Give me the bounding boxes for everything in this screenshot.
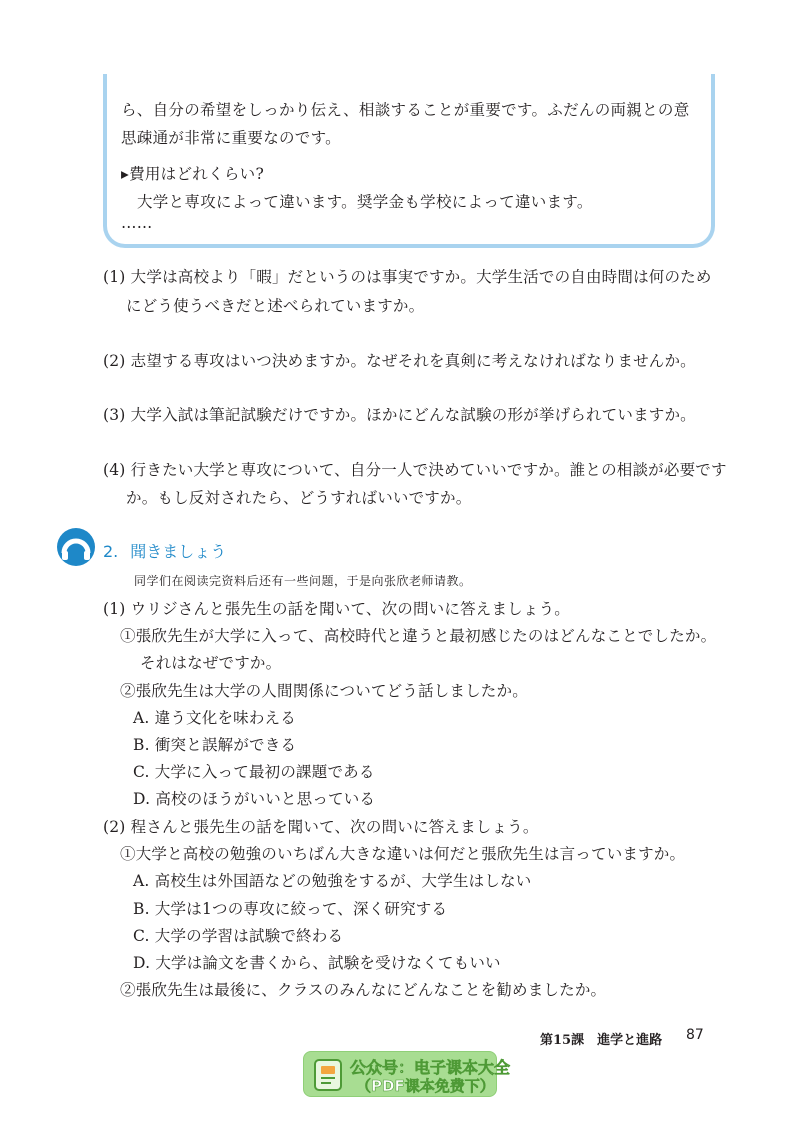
answer-option: A. 違う文化を味わえる bbox=[133, 709, 296, 727]
answer-option: D. 大学は論文を書くから、試験を受けなくてもいい bbox=[133, 954, 501, 972]
question-3: (3) 大学入試は筆記試験だけですか。ほかにどんな試験の形が挙げられていますか。 bbox=[103, 406, 696, 424]
excerpt-line: 大学と専攻によって違います。奨学金も学校によって違います。 bbox=[137, 193, 593, 211]
question-4-line: (4) 行きたい大学と専攻について、自分一人で決めていいですか。誰との相談が必要です bbox=[103, 461, 727, 479]
listening-part-1: (1) ウリジさんと張先生の話を聞いて、次の問いに答えましょう。 bbox=[103, 600, 570, 618]
answer-option: A. 高校生は外国語などの勉強をするが、大学生はしない bbox=[133, 872, 532, 890]
section-number: 2. bbox=[103, 542, 119, 561]
listening-question: ②張欣先生は大学の人間関係についてどう話しましたか。 bbox=[120, 682, 528, 700]
watermark-badge bbox=[303, 1051, 511, 1097]
answer-option: C. 大学の学習は試験で終わる bbox=[133, 927, 344, 945]
listening-question: ①大学と高校の勉強のいちばん大きな違いは何だと張欣先生は言っていますか。 bbox=[120, 845, 686, 863]
book-icon bbox=[312, 1057, 346, 1093]
question-1-line: (1) 大学は高校より「暇」だというのは事実ですか。大学生活での自由時間は何のため bbox=[103, 268, 712, 286]
watermark-text: 公众号：电子课本大全 bbox=[350, 1058, 511, 1077]
question-1-line: にどう使うべきだと述べられていますか。 bbox=[126, 297, 425, 315]
section-heading bbox=[103, 539, 226, 562]
excerpt-ellipsis: …… bbox=[121, 214, 153, 232]
listening-question: それはなぜですか。 bbox=[140, 654, 282, 672]
listening-part-2: (2) 程さんと張先生の話を聞いて、次の問いに答えましょう。 bbox=[103, 818, 539, 836]
answer-option: D. 高校のほうがいいと思っている bbox=[133, 790, 376, 808]
section-instruction: 同学们在阅读完资料后还有一些问题，于是向张欣老师请教。 bbox=[134, 574, 472, 588]
reading-excerpt-box bbox=[103, 74, 715, 248]
footer-lesson-title: 第15課 進学と進路 bbox=[540, 1033, 663, 1048]
excerpt-line: ら、自分の希望をしっかり伝え、相談することが重要です。ふだんの両親との意 bbox=[121, 101, 690, 119]
listening-question: ②張欣先生は最後に、クラスのみんなにどんなことを勧めましたか。 bbox=[120, 981, 607, 999]
headphones-icon bbox=[56, 527, 96, 567]
watermark-text: （PDF课本免费下） bbox=[356, 1077, 495, 1095]
listening-question: ①張欣先生が大学に入って、高校時代と違うと最初感じたのはどんなことでしたか。 bbox=[120, 627, 717, 645]
excerpt-line: 思疎通が非常に重要なのです。 bbox=[121, 129, 341, 147]
page-number: 87 bbox=[686, 1027, 704, 1043]
question-2: (2) 志望する専攻はいつ決めますか。なぜそれを真剣に考えなければなりませんか。 bbox=[103, 352, 696, 370]
section-title: 聞きましょう bbox=[130, 542, 227, 561]
answer-option: B. 衝突と誤解ができる bbox=[133, 736, 297, 754]
excerpt-subheading: ▸費用はどれくらい? bbox=[121, 165, 265, 183]
answer-option: C. 大学に入って最初の課題である bbox=[133, 763, 375, 781]
answer-option: B. 大学は1つの専攻に絞って、深く研究する bbox=[133, 900, 448, 918]
question-4-line: か。もし反対されたら、どうすればいいですか。 bbox=[126, 489, 472, 507]
